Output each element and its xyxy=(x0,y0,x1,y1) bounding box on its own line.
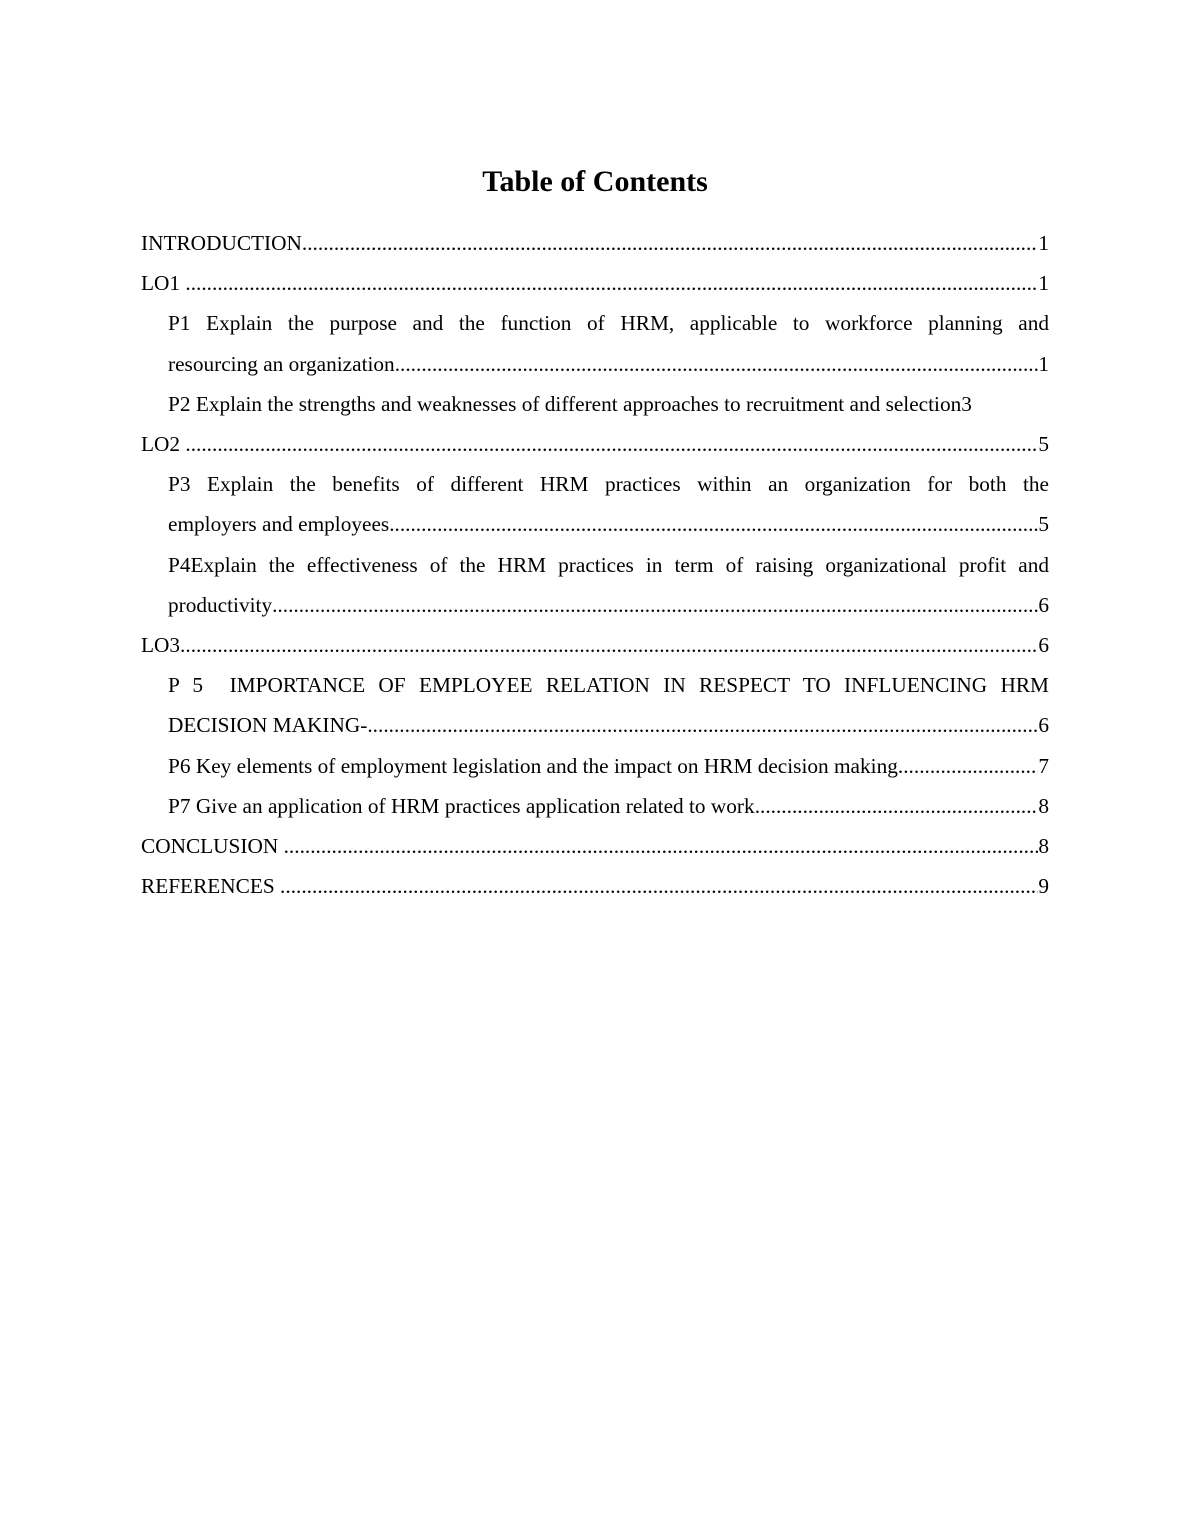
toc-leader-dots xyxy=(272,585,1038,625)
toc-page-number: 1 xyxy=(1038,271,1049,296)
toc-entry-p7[interactable] xyxy=(141,786,1049,826)
toc-entry-lo2[interactable] xyxy=(141,424,1049,464)
toc-leader-dots xyxy=(185,424,1038,464)
toc-leader-dots xyxy=(367,705,1038,745)
toc-entry-text: INTRODUCTION xyxy=(141,231,302,255)
toc-leader-dots xyxy=(180,625,1038,665)
toc-page-number: 3 xyxy=(961,391,972,416)
toc-leader-dots xyxy=(185,263,1038,303)
toc-leader-dots xyxy=(280,866,1038,906)
toc-entry-p2[interactable] xyxy=(141,384,1049,424)
toc-entry-text: LO1 xyxy=(141,271,186,296)
toc-entry-text: resourcing an organization xyxy=(168,351,395,376)
toc-entry-p1[interactable] xyxy=(141,303,1049,383)
toc-page-number: 1 xyxy=(1038,351,1049,376)
toc-leader-dots xyxy=(898,746,1038,786)
toc-leader-dots xyxy=(389,504,1038,544)
toc-page-number: 7 xyxy=(1038,753,1049,778)
toc-page-number: 8 xyxy=(1038,793,1049,818)
toc-page-number: 5 xyxy=(1038,432,1049,457)
toc-entry-references[interactable] xyxy=(141,866,1049,906)
toc-entry-text: P6 Key elements of employment legislation and the impact on HRM decision making xyxy=(168,753,898,778)
toc-entry-introduction[interactable] xyxy=(141,223,1049,263)
toc-entry-text-line-1: P3 Explain the benefits of different HRM practices within an organization for both the xyxy=(168,472,1049,497)
toc-entry-p4[interactable] xyxy=(141,545,1049,625)
toc-entry-lo1[interactable] xyxy=(141,263,1049,303)
toc-page-number: 6 xyxy=(1038,633,1049,658)
toc-entry-p3[interactable] xyxy=(141,464,1049,544)
toc-page-number: 9 xyxy=(1038,874,1049,899)
toc-page-number: 6 xyxy=(1038,713,1049,738)
toc-page-number: 5 xyxy=(1038,512,1049,537)
toc-entry-p5[interactable] xyxy=(141,665,1049,745)
toc-page-number: 8 xyxy=(1038,834,1049,859)
toc-entry-p6[interactable] xyxy=(141,746,1049,786)
toc-entry-lo3[interactable] xyxy=(141,625,1049,665)
toc-list xyxy=(141,223,1049,906)
toc-leader-dots xyxy=(302,223,1038,263)
toc-leader-dots xyxy=(755,786,1039,826)
toc-leader-dots xyxy=(284,826,1039,866)
toc-entry-text-line-1: P1 Explain the purpose and the function of HRM, applicable to workforce planning and xyxy=(168,311,1049,336)
toc-page-number: 1 xyxy=(1038,231,1049,255)
toc-title: Table of Contents xyxy=(482,165,708,198)
toc-entry-conclusion[interactable] xyxy=(141,826,1049,866)
toc-entry-text: LO2 xyxy=(141,432,186,457)
toc-entry-text: CONCLUSION xyxy=(141,834,284,859)
toc-entry-text-line-1: P 5 IMPORTANCE OF EMPLOYEE RELATION IN RESPECT TO INFLUENCING HRM xyxy=(168,673,1049,698)
toc-entry-text: DECISION MAKING- xyxy=(168,713,368,738)
toc-entry-text: productivity xyxy=(168,592,273,617)
toc-entry-text: P7 Give an application of HRM practices application related to work xyxy=(168,793,755,818)
toc-entry-text: REFERENCES xyxy=(141,874,281,899)
toc-leader-dots xyxy=(395,344,1039,384)
toc-entry-text: P2 Explain the strengths and weaknesses of different approaches to recruitment and selection xyxy=(168,391,962,416)
toc-page-number: 6 xyxy=(1038,592,1049,617)
toc-entry-text: employers and employees xyxy=(168,512,390,537)
toc-entry-text-line-1: P4Explain the effectiveness of the HRM practices in term of raising organizational profit and xyxy=(168,552,1049,577)
toc-entry-text: LO3 xyxy=(141,633,181,658)
